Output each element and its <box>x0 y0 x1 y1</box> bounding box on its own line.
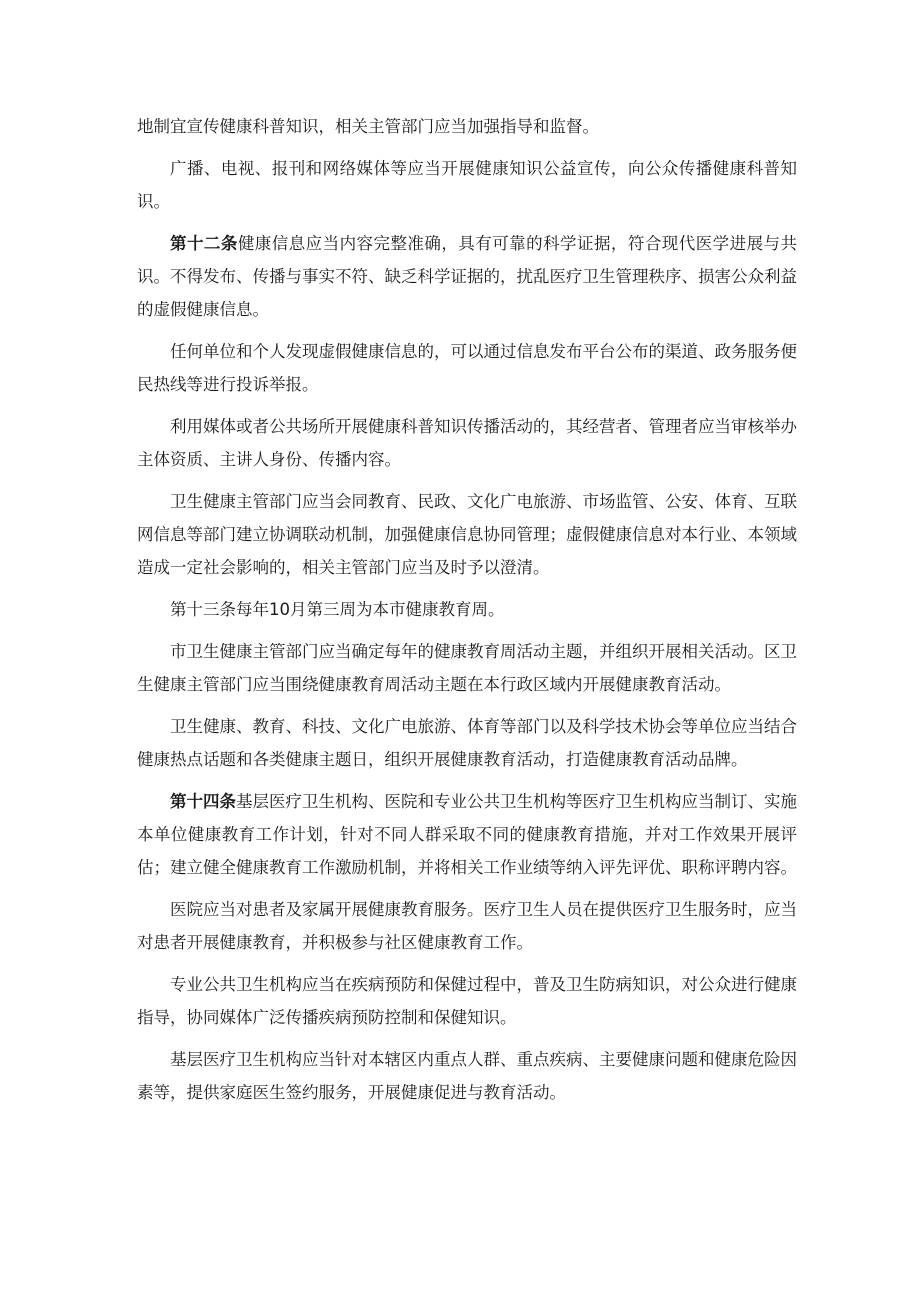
paragraph-text: 第十三条每年10月第三周为本市健康教育周。 <box>170 600 505 619</box>
paragraph-media-publicity <box>137 152 797 218</box>
paragraph-complaint-reporting <box>137 335 797 401</box>
paragraph-media-review <box>137 410 797 476</box>
paragraph-text: 卫生健康、教育、科技、文化广电旅游、体育等部门以及科学技术协会等单位应当结合健康热点话题和各类健康主题日，组织开展健康教育活动，打造健康教育活动品牌。 <box>137 717 797 769</box>
article-number: 第十二条 <box>170 234 238 253</box>
paragraph-text: 健康信息应当内容完整准确，具有可靠的科学证据，符合现代医学进展与共识。不得发布、传播与事实不符、缺乏科学证据的，扰乱医疗卫生管理秩序、损害公众利益的虚假健康信息。 <box>137 234 798 319</box>
paragraph-text: 任何单位和个人发现虚假健康信息的，可以通过信息发布平台公布的渠道、政务服务便民热线等进行投诉举报。 <box>137 342 797 394</box>
article-13 <box>137 593 797 626</box>
paragraph-text: 基层医疗卫生机构应当针对本辖区内重点人群、重点疾病、主要健康问题和健康危险因素等，提供家庭医生签约服务，开展健康促进与教育活动。 <box>137 1050 797 1102</box>
document-body <box>137 110 797 1118</box>
paragraph-primary-care <box>137 1043 797 1109</box>
paragraph-text: 医院应当对患者及家属开展健康教育服务。医疗卫生人员在提供医疗卫生服务时，应当对患者开展健康教育，并积极参与社区健康教育工作。 <box>137 900 797 952</box>
paragraph-text: 基层医疗卫生机构、医院和专业公共卫生机构等医疗卫生机构应当制订、实施本单位健康教育工作计划，针对不同人群采取不同的健康教育措施，并对工作效果开展评估；建立健全健康教育工作激励机制，并将相关工作业绩等纳入评先评优、职称评聘内容。 <box>137 792 797 877</box>
article-12 <box>137 227 797 326</box>
paragraph-education-activities <box>137 710 797 776</box>
article-14 <box>137 785 797 884</box>
paragraph-text: 利用媒体或者公共场所开展健康科普知识传播活动的，其经营者、管理者应当审核举办主体资质、主讲人身份、传播内容。 <box>137 417 797 469</box>
paragraph-text: 广播、电视、报刊和网络媒体等应当开展健康知识公益宣传，向公众传播健康科普知识。 <box>137 159 797 211</box>
paragraph-text: 市卫生健康主管部门应当确定每年的健康教育周活动主题，并组织开展相关活动。区卫生健康主管部门应当围绕健康教育周活动主题在本行政区域内开展健康教育活动。 <box>137 642 797 694</box>
paragraph-text: 卫生健康主管部门应当会同教育、民政、文化广电旅游、市场监管、公安、体育、互联网信息等部门建立协调联动机制，加强健康信息协同管理；虚假健康信息对本行业、本领域造成一定社会影响的，相关主管部门应当及时予以澄清。 <box>137 492 797 577</box>
article-number: 第十四条 <box>170 792 236 811</box>
paragraph-continuation <box>137 110 797 143</box>
paragraph-coordination <box>137 485 797 584</box>
paragraph-education-week-theme <box>137 635 797 701</box>
paragraph-text: 专业公共卫生机构应当在疾病预防和保健过程中，普及卫生防病知识，对公众进行健康指导，协同媒体广泛传播疾病预防控制和保健知识。 <box>137 975 797 1027</box>
paragraph-hospital-education <box>137 893 797 959</box>
paragraph-text: 地制宜宣传健康科普知识，相关主管部门应当加强指导和监督。 <box>137 117 599 136</box>
paragraph-public-health <box>137 968 797 1034</box>
